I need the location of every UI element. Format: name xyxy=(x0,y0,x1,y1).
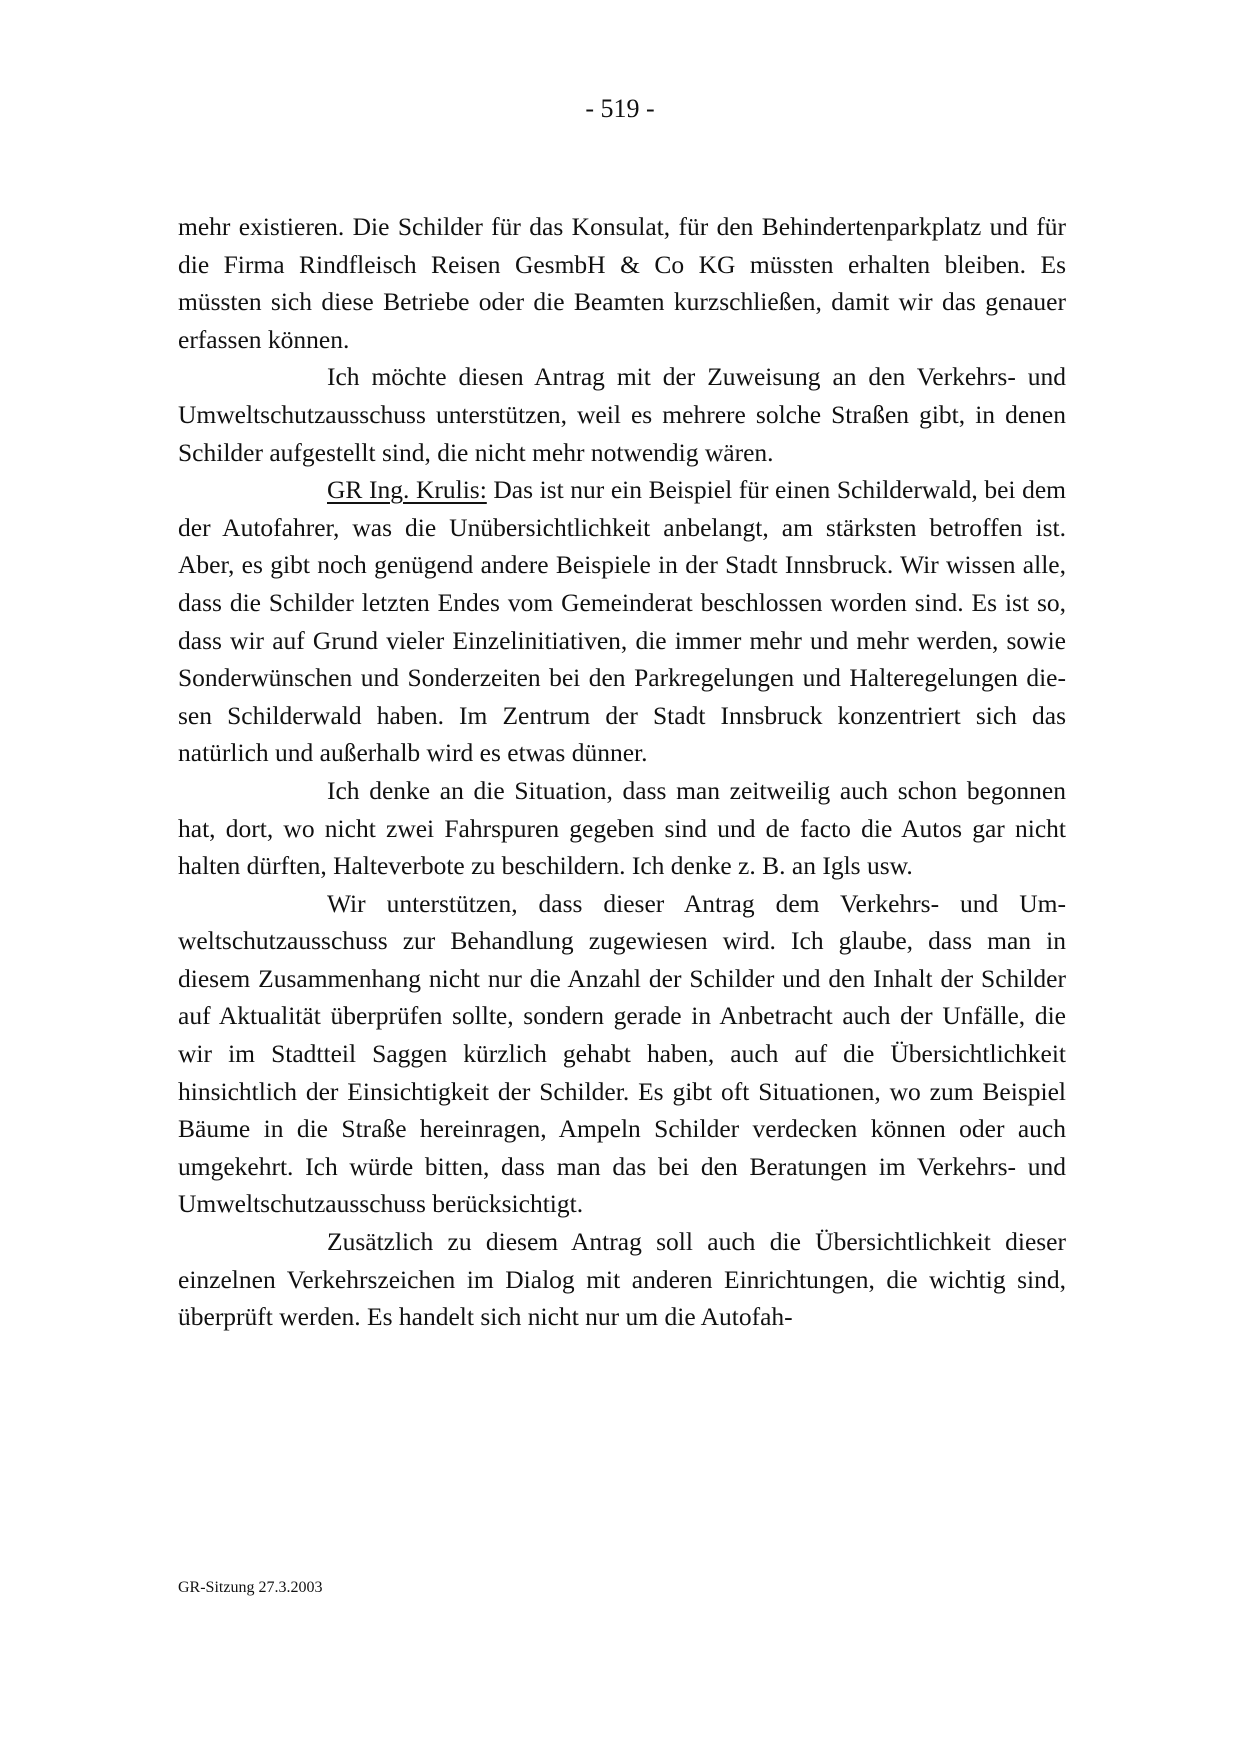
speaker-name: GR Ing. Krulis: xyxy=(327,475,487,505)
paragraph-6: Zusätzlich zu diesem Antrag soll auch die Übersichtlichkeit dieser einzelnen Verkehrszeichen im Dialog mit anderen Einrichtungen, die wichtig sind, überprüft werden. Es handelt sich nicht nur um die Autofah- xyxy=(178,1227,1066,1332)
paragraph-3-text: Das ist nur ein Beispiel für einen Schilderwald, bei dem der Autofahrer, was die Unübersichtlichkeit anbelangt, am stärksten betroffen ist. Aber, es gibt noch genügend andere Beispiele in der Stadt Innsbruck. Wir wissen alle, dass die Schilder letzten Endes vom Gemeinderat beschlossen worden sind. Es ist so, dass wir auf Grund vieler Einzelinitiativen, die immer mehr und mehr werden, sowie Sonderwünschen und Sonderzeiten bei den Parkregelungen und Halteregelungen diesen Schilderwald haben. Im Zentrum der Stadt Innsbruck konzentriert sich das natürlich und außerhalb wird es etwas dünner. xyxy=(178,475,1067,768)
page-number: - 519 - xyxy=(585,94,655,123)
paragraph-5: Wir unterstützen, dass dieser Antrag dem Verkehrs- und Umweltschutzausschuss zur Behandlung zugewiesen wird. Ich glaube, dass man in diesem Zusammenhang nicht nur die Anzahl der Schilder und den Inhalt der Schilder auf Aktualität überprüfen sollte, sondern gerade in Anbetracht auch der Unfälle, die wir im Stadtteil Saggen kürzlich gehabt haben, auch auf die Übersichtlichkeit hinsichtlich der Einsichtigkeit der Schilder. Es gibt oft Situationen, wo zum Beispiel Bäume in die Straße hereinragen, Ampeln Schilder verdecken können oder auch umgekehrt. Ich würde bitten, dass man das bei den Beratungen im Verkehrs- und Umweltschutzausschuss berücksichtigt. xyxy=(178,888,1066,1219)
paragraph-1: mehr existieren. Die Schilder für das Konsulat, für den Behindertenparkplatz und für die Firma Rindfleisch Reisen GesmbH & Co KG müssten erhalten bleiben. Es müssten sich diese Betriebe oder die Beamten kurzschließen, damit wir das genauer erfassen können. xyxy=(178,212,1066,354)
paragraph-3 xyxy=(178,471,1066,772)
paragraph-4: Ich denke an die Situation, dass man zeitweilig auch schon begonnen hat, dort, wo nicht zwei Fahrspuren gegeben sind und de facto die Autos gar nicht halten dürften, Halteverbote zu beschildern. Ich denke z. B. an Igls usw. xyxy=(178,775,1066,881)
paragraph-2: Ich möchte diesen Antrag mit der Zuweisung an den Verkehrs- und Umweltschutzausschuss unterstützen, weil es mehrere solche Straßen gibt, in denen Schilder aufgestellt sind, die nicht mehr notwendig wären. xyxy=(178,362,1066,467)
footer-session-date: GR-Sitzung 27.3.2003 xyxy=(178,1579,323,1596)
document-body xyxy=(178,208,1066,1336)
